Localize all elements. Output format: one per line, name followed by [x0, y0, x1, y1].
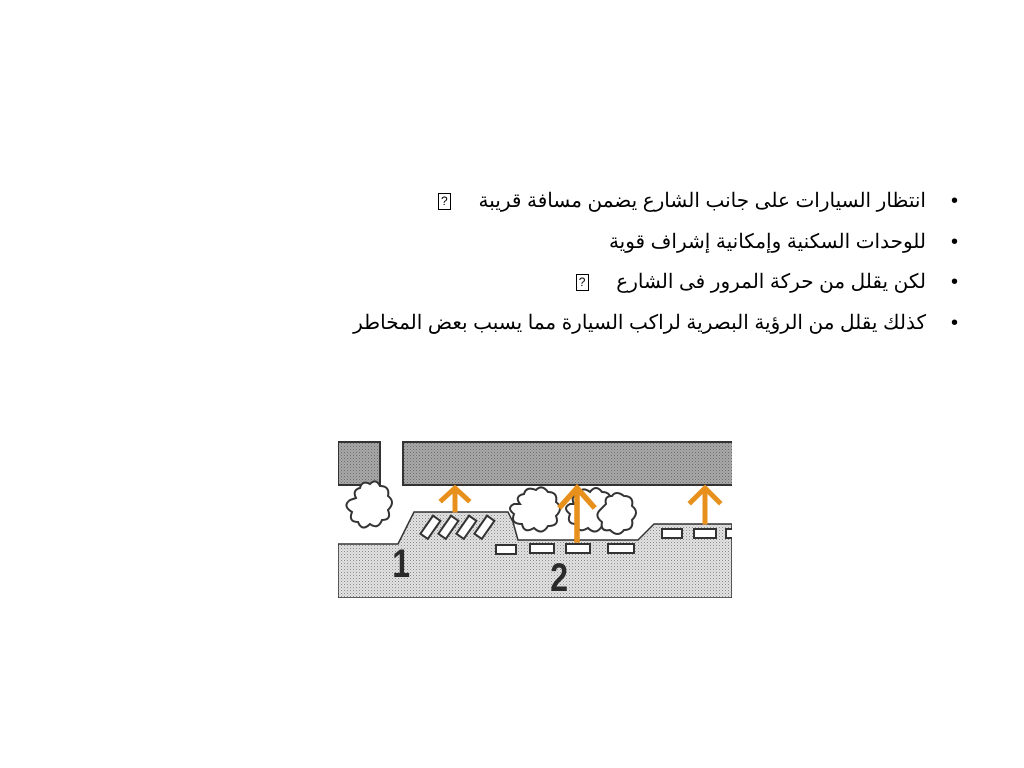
bullet-item	[204, 262, 964, 303]
street-parking-diagram	[338, 440, 732, 598]
access-arrow	[442, 488, 468, 510]
bullet-text: كذلك يقلل من الرؤية البصرية لراكب السيارة مما يسبب بعض المخاطر	[353, 311, 926, 334]
bullet-marker: •	[950, 190, 958, 212]
diagram-label-1: 1	[392, 542, 411, 586]
missing-glyph-icon	[438, 193, 451, 210]
bullet-list	[204, 181, 964, 343]
bullet-marker: •	[950, 230, 958, 253]
bullet-marker: •	[950, 271, 958, 293]
building-block-left	[338, 442, 380, 485]
tree-middle-a	[510, 487, 560, 531]
diagram-label-2: 2	[550, 556, 569, 600]
bullet-item	[204, 222, 964, 263]
bullet-marker: •	[950, 311, 958, 334]
bullet-item	[204, 303, 964, 344]
missing-glyph-icon	[576, 274, 589, 291]
bullet-text: للوحدات السكنية وإمكانية إشراف قوية	[608, 230, 926, 253]
bullet-text: لكن يقلل من حركة المرور فى الشارع	[616, 271, 926, 293]
access-arrow	[691, 488, 719, 522]
bullet-text: انتظار السيارات على جانب الشارع يضمن مسافة قريبة	[478, 190, 926, 212]
tree-left	[346, 481, 392, 527]
building-block-right	[403, 442, 732, 485]
bullet-item	[204, 181, 964, 222]
